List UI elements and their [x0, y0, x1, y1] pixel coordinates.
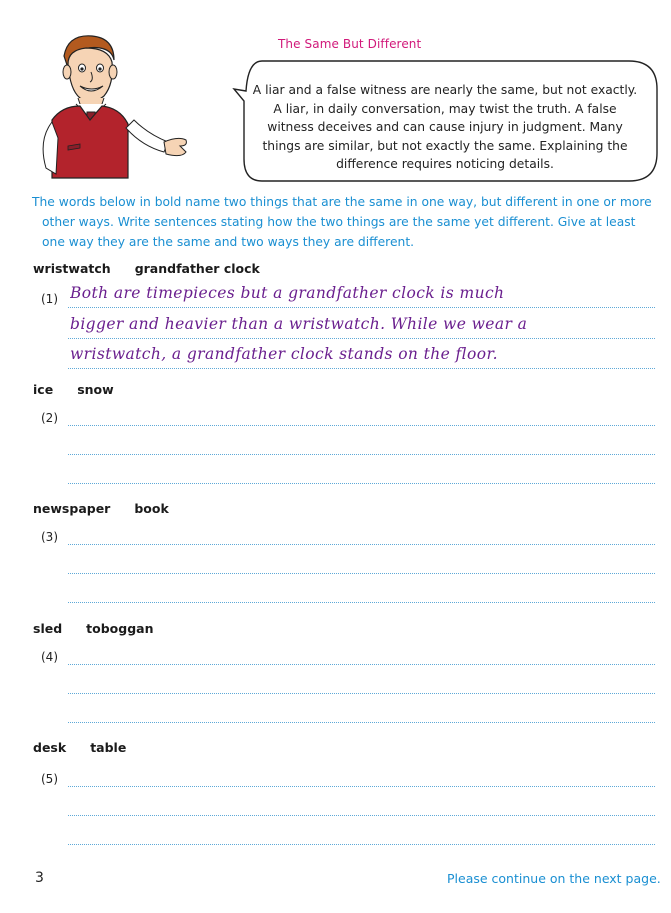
word-b: toboggan: [86, 621, 154, 636]
page-number: 3: [35, 870, 44, 886]
writing-line[interactable]: [68, 602, 655, 603]
boy-illustration: [16, 28, 216, 188]
handwritten-answer-line: Both are timepieces but a grandfather clock is much: [70, 284, 505, 302]
word-a: ice: [33, 382, 54, 397]
writing-line[interactable]: [68, 454, 655, 455]
writing-line[interactable]: [68, 544, 655, 545]
instructions: [32, 192, 660, 252]
word-pair-3: [33, 501, 193, 516]
word-pair-1: [33, 261, 284, 276]
writing-line[interactable]: [68, 722, 655, 723]
item-number: (2): [41, 411, 58, 425]
word-a: sled: [33, 621, 63, 636]
speech-bubble-text: A liar and a false witness are nearly the same, but not exactly. A liar, in daily conversation, may twist the truth. A false witness deceives and can cause injury in judgment. Many things are similar, but not exactly the same. Explaining the difference requires noticing details.: [252, 83, 638, 172]
word-a: desk: [33, 740, 67, 755]
continue-note: Please continue on the next page.: [447, 871, 661, 886]
word-b: book: [134, 501, 169, 516]
handwritten-answer-line: wristwatch, a grandfather clock stands on the floor.: [70, 345, 498, 363]
word-b: snow: [77, 382, 114, 397]
writing-line[interactable]: [68, 664, 655, 665]
page-title: The Same But Different: [278, 37, 422, 51]
writing-line[interactable]: [68, 483, 655, 484]
writing-line[interactable]: [68, 425, 655, 426]
word-a: newspaper: [33, 501, 111, 516]
handwritten-answer-line: bigger and heavier than a wristwatch. While we wear a: [70, 315, 528, 333]
item-number: (1): [41, 292, 58, 306]
item-number: (5): [41, 772, 58, 786]
writing-line: [68, 338, 655, 339]
writing-line[interactable]: [68, 815, 655, 816]
writing-line[interactable]: [68, 844, 655, 845]
instructions-rest: other ways. Write sentences stating how the two things are the same yet different. Give at least one way they are the same and two ways they are different.: [42, 215, 636, 249]
writing-line: [68, 307, 655, 308]
word-b: grandfather clock: [134, 261, 260, 276]
writing-line[interactable]: [68, 573, 655, 574]
speech-bubble: [232, 59, 659, 183]
writing-line[interactable]: [68, 693, 655, 694]
writing-line: [68, 368, 655, 369]
item-number: (3): [41, 530, 58, 544]
item-number: (4): [41, 650, 58, 664]
writing-line[interactable]: [68, 786, 655, 787]
word-pair-4: [33, 621, 177, 636]
instructions-first-line: The words below in bold name two things that are the same in one way, but different in one or more: [32, 195, 652, 209]
word-pair-2: [33, 382, 138, 397]
word-b: table: [90, 740, 127, 755]
word-a: wristwatch: [33, 261, 111, 276]
word-pair-5: [33, 740, 150, 755]
